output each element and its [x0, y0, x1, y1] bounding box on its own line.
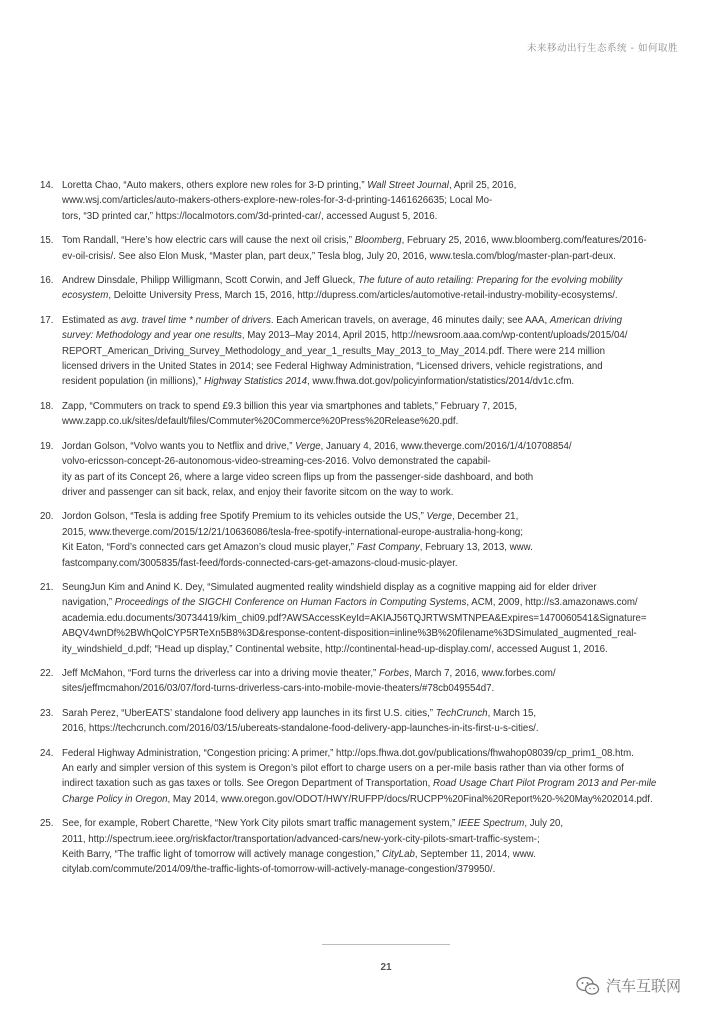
- endnote-number: 20.: [40, 511, 54, 523]
- endnote: [40, 816, 680, 878]
- endnote-segment: , March 15,: [487, 707, 537, 719]
- running-header: 未来移动出行生态系统 - 如何取胜: [527, 43, 678, 54]
- endnote-segment: , ACM, 2009, http://s3.amazonaws.com/: [466, 597, 638, 609]
- endnote-line: [62, 746, 680, 761]
- endnote-italic-segment: avg. travel time * number of drivers: [120, 314, 271, 326]
- endnote-line: [62, 454, 680, 469]
- endnote-segment: Jordan Golson, “Volvo wants you to Netflix and drive,”: [62, 440, 296, 452]
- endnote-line: [62, 359, 680, 374]
- endnote-italic-segment: Wall Street Journal: [367, 180, 449, 191]
- endnote-italic-segment: Forbes: [378, 667, 410, 679]
- wechat-icon: [576, 976, 600, 996]
- endnote-segment: licensed drivers in the United States in 2014; see Federal Highway Administration, “Licensed drivers, vehicle registrations, and: [62, 361, 603, 373]
- endnote: [40, 273, 680, 304]
- endnote-line: [62, 249, 680, 264]
- endnote-segment: , December 21,: [452, 511, 519, 523]
- endnote-italic-segment: Verge: [295, 440, 321, 452]
- endnote: [40, 509, 680, 571]
- endnote-segment: , Deloitte University Press, March 15, 2016, http://dupress.com/articles/automotive-retail-industry-mobility-ecosystems/.: [108, 290, 618, 302]
- endnote-line: [62, 288, 680, 303]
- endnote-segment: Estimated as: [62, 314, 121, 326]
- endnote-italic-segment: TechCrunch: [435, 707, 488, 719]
- endnote-line: [62, 626, 680, 641]
- endnote-italic-segment: Bloomberg: [354, 235, 402, 247]
- endnote-line: [62, 273, 680, 288]
- endnote-segment: Andrew Dinsdale, Philipp Willigmann, Scott Corwin, and Jeff Glueck,: [62, 275, 358, 287]
- endnote-italic-segment: Proceedings of the SIGCHI Conference on Human Factors in Computing Systems: [114, 597, 467, 609]
- endnote-line: [62, 525, 680, 540]
- endnote: [40, 439, 680, 501]
- endnote-segment: , July 20,: [524, 818, 564, 830]
- endnote-text: [62, 666, 680, 697]
- endnote-line: [62, 328, 680, 343]
- endnote: [40, 399, 680, 430]
- endnote-segment: ity as part of its Concept 26, where a large video screen flips up from the passenger-side dashboard, and both: [62, 471, 534, 483]
- endnote-segment: Loretta Chao, “Auto makers, others explore new roles for 3-D printing,”: [62, 180, 368, 191]
- endnote-segment: , March 7, 2016, www.forbes.com/: [409, 667, 556, 679]
- endnote-line: [62, 178, 680, 193]
- endnote-segment: An early and simpler version of this system is Oregon’s pilot effort to charge users on a per-mile basis rather than via other forms of: [62, 763, 624, 774]
- endnote-text: [62, 816, 680, 878]
- endnote-line: [62, 595, 680, 610]
- endnote-segment: www.zapp.co.uk/sites/default/files/Commuter%20Commerce%20Press%20Release%20.pdf.: [62, 416, 459, 428]
- endnote: [40, 233, 680, 264]
- endnote-line: [62, 540, 680, 555]
- endnote-line: [62, 792, 680, 807]
- endnote-segment: 2016, https://techcrunch.com/2016/03/15/ubereats-standalone-food-delivery-app-launches-in-its-first-u-s-cities/.: [62, 723, 539, 735]
- endnote: [40, 666, 680, 697]
- endnote-italic-segment: Charge Policy in Oregon: [62, 793, 168, 805]
- endnote-text: [62, 580, 680, 657]
- endnotes-list: [40, 178, 680, 887]
- endnote-text: [62, 399, 680, 430]
- endnote-text: [62, 273, 680, 304]
- endnote-italic-segment: Verge: [426, 511, 453, 523]
- endnote-segment: www.wsj.com/articles/auto-makers-others-explore-new-roles-for-3-d-printing-1461626635; Local Mo-: [62, 195, 493, 207]
- watermark-text: 汽车互联网: [606, 977, 682, 995]
- endnote-text: [62, 233, 680, 264]
- endnote-text: [62, 509, 680, 571]
- endnote-number: 14.: [40, 180, 54, 191]
- endnote-number: 23.: [40, 707, 54, 719]
- endnote-segment: REPORT_American_Driving_Survey_Methodology_and_year_1_results_May_2013_to_May_2014.pdf. There were 214 million: [62, 345, 605, 357]
- endnote-line: [62, 862, 680, 877]
- endnote-segment: SeungJun Kim and Anind K. Dey, “Simulated augmented reality windshield display as a cognitive mapping aid for elder driver: [62, 581, 597, 593]
- endnote-line: [62, 556, 680, 571]
- endnote-segment: indirect taxation such as gas taxes or tolls. See Oregon Department of Transportation,: [62, 778, 434, 790]
- endnote-segment: , April 25, 2016,: [448, 180, 517, 191]
- endnote-segment: tors, “3D printed car,” https://localmotors.com/3d-printed-car/, accessed August 5, 2016.: [62, 210, 438, 222]
- endnote-italic-segment: Fast Company: [356, 542, 420, 554]
- endnote-line: [62, 193, 680, 208]
- endnote-segment: , May 2014, www.oregon.gov/ODOT/HWY/RUFPP/docs/RUCPP%20Final%20Report%20-%20May%202014.pdf.: [167, 793, 653, 805]
- endnote-segment: resident population (in millions),”: [62, 376, 205, 388]
- endnote-line: [62, 439, 680, 454]
- endnote-segment: , February 13, 2013, www.: [419, 542, 533, 554]
- endnote-line: [62, 399, 680, 414]
- endnote-line: [62, 344, 680, 359]
- endnote-line: [62, 233, 680, 248]
- endnote-number: 19.: [40, 440, 54, 452]
- endnote-italic-segment: ecosystem: [62, 290, 109, 302]
- endnote-italic-segment: American driving: [549, 314, 623, 326]
- endnote: [40, 706, 680, 737]
- endnote-segment: volvo-ericsson-concept-26-autonomous-video-streaming-ces-2016. Volvo demonstrated the capabil-: [62, 456, 491, 468]
- endnote-segment: navigation,”: [62, 597, 115, 609]
- endnote-line: [62, 832, 680, 847]
- endnote-segment: , www.fhwa.dot.gov/policyinformation/statistics/2014/dv1c.cfm.: [307, 376, 575, 388]
- endnote-italic-segment: IEEE Spectrum: [458, 818, 525, 830]
- endnote-line: [62, 209, 680, 224]
- endnote-segment: Federal Highway Administration, “Congestion pricing: A primer,” http://ops.fhwa.dot.gov/publications/fhwahop08039/cp_prim1_08.htm.: [62, 747, 634, 759]
- endnote-segment: ABQV4wnDf%2BWhQolCYP5RTeXn5B8%3D&response-content-disposition=inline%3B%20filename%3DSimulated_augmented_real-: [62, 628, 637, 640]
- endnote-number: 21.: [40, 581, 54, 593]
- endnote-line: [62, 847, 680, 862]
- endnote-segment: . Each American travels, on average, 46 minutes daily; see AAA,: [270, 314, 550, 326]
- endnote-segment: driver and passenger can sit back, relax, and enjoy their favorite sitcom on the way to work.: [62, 486, 454, 498]
- endnote-segment: fastcompany.com/3005835/fast-feed/fords-connected-cars-get-amazons-cloud-music-player.: [62, 557, 458, 569]
- endnote-segment: Jordon Golson, “Tesla is adding free Spotify Premium to its vehicles outside the US,”: [62, 511, 427, 523]
- endnote-number: 24.: [40, 747, 54, 759]
- endnote: [40, 178, 680, 224]
- endnote-italic-segment: The future of auto retailing: Preparing for the evolving mobility: [357, 275, 623, 287]
- endnote-number: 18.: [40, 400, 54, 412]
- endnote-text: [62, 706, 680, 737]
- endnote-line: [62, 816, 680, 831]
- endnote-line: [62, 776, 680, 791]
- endnote-line: [62, 313, 680, 328]
- endnote-segment: Tom Randall, “Here’s how electric cars will cause the next oil crisis,”: [62, 235, 355, 247]
- endnote-segment: Kit Eaton, “Ford’s connected cars get Amazon’s cloud music player,”: [62, 542, 357, 554]
- endnote-segment: ity_windshield_d.pdf; “Head up display,” Continental website, http://continental-head-up-display.com/, accessed August 1, 2016.: [62, 643, 608, 655]
- endnote-line: [62, 414, 680, 429]
- endnote-text: [62, 746, 680, 808]
- endnote-segment: , September 11, 2014, www.: [414, 849, 536, 861]
- endnote-segment: ev-oil-crisis/. See also Elon Musk, “Master plan, part deux,” Tesla blog, July 20, 2016, www.tesla.com/blog/master-plan-part-deux.: [62, 250, 616, 262]
- endnote-segment: Zapp, “Commuters on track to spend £9.3 billion this year via smartphones and tablets,” February 7, 2015,: [62, 400, 518, 412]
- endnote-italic-segment: CityLab: [382, 849, 415, 861]
- endnote-line: [62, 681, 680, 696]
- endnote-line: [62, 611, 680, 626]
- endnote-number: 17.: [40, 314, 54, 326]
- endnote-number: 22.: [40, 667, 54, 679]
- endnote-italic-segment: Highway Statistics 2014: [204, 376, 308, 388]
- endnote-line: [62, 374, 680, 389]
- endnote-line: [62, 470, 680, 485]
- endnote-line: [62, 485, 680, 500]
- endnote-segment: Keith Barry, “The traffic light of tomorrow will actively manage congestion,”: [62, 849, 382, 861]
- endnote-italic-segment: survey: Methodology and year one results: [62, 330, 242, 342]
- endnote-line: [62, 761, 680, 776]
- endnote-segment: , January 4, 2016, www.theverge.com/2016/1/4/10708854/: [320, 440, 572, 452]
- endnote: [40, 313, 680, 390]
- endnote-text: [62, 313, 680, 390]
- endnote-segment: sites/jeffmcmahon/2016/03/07/ford-turns-driverless-cars-into-mobile-movie-theaters/#78cb049554d7.: [62, 683, 495, 695]
- endnote-segment: Jeff McMahon, “Ford turns the driverless car into a driving movie theater,”: [62, 667, 379, 679]
- endnote-segment: 2011, http://spectrum.ieee.org/riskfactor/transportation/advanced-cars/new-york-city-pilots-smart-traffic-system-;: [62, 833, 540, 845]
- page-number: 21: [380, 962, 392, 973]
- endnote-line: [62, 580, 680, 595]
- endnote-line: [62, 642, 680, 657]
- endnote-number: 25.: [40, 818, 54, 830]
- endnote-line: [62, 721, 680, 736]
- endnote-line: [62, 666, 680, 681]
- endnote-line: [62, 706, 680, 721]
- endnote-segment: 2015, www.theverge.com/2015/12/21/10636086/tesla-free-spotify-international-europe-australia-hong-kong;: [62, 526, 523, 538]
- endnote-segment: Sarah Perez, “UberEATS’ standalone food delivery app launches in its first U.S. cities,”: [62, 707, 436, 719]
- endnote: [40, 580, 680, 657]
- footer-divider: [322, 944, 450, 945]
- endnote-text: [62, 178, 680, 224]
- watermark: [576, 975, 681, 996]
- endnote-segment: academia.edu.documents/30734419/kim_chi09.pdf?AWSAccessKeyId=AKIAJ56TQJRTWSMTNPEA&Expires=1470060541&Signature=: [62, 612, 647, 624]
- endnote-number: 16.: [40, 275, 54, 287]
- endnote-text: [62, 439, 680, 501]
- endnote-segment: citylab.com/commute/2014/09/the-traffic-lights-of-tomorrow-will-actively-manage-congestion/379950/.: [62, 864, 496, 876]
- endnote-line: [62, 509, 680, 524]
- endnote-segment: , February 25, 2016, www.bloomberg.com/features/2016-: [401, 235, 647, 247]
- endnote: [40, 746, 680, 808]
- endnote-segment: See, for example, Robert Charette, “New York City pilots smart traffic management system,”: [62, 818, 459, 830]
- endnote-segment: , May 2013–May 2014, April 2015, http://newsroom.aaa.com/wp-content/uploads/2015/04/: [241, 330, 628, 342]
- endnote-italic-segment: Road Usage Chart Pilot Program 2013 and Per-mile: [433, 778, 657, 790]
- endnote-number: 15.: [40, 235, 54, 247]
